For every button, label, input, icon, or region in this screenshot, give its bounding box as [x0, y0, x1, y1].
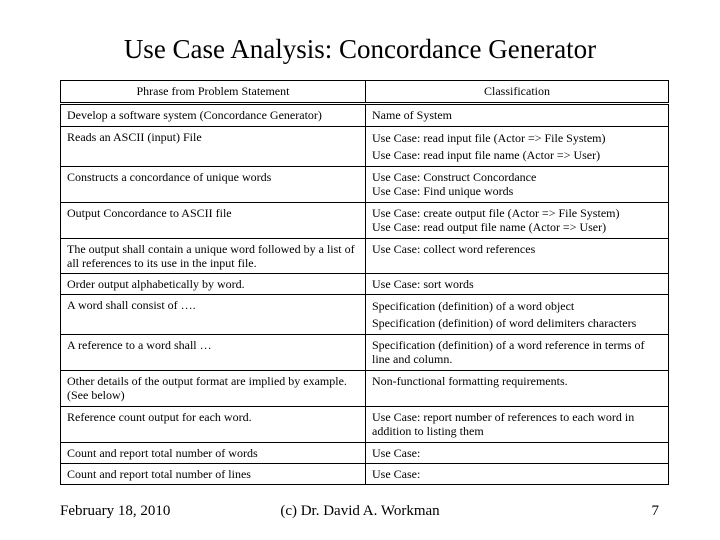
classification-line: Use Case:: [372, 467, 421, 481]
use-case-table: [60, 80, 669, 485]
table-row: [61, 335, 669, 371]
phrase-cell: The output shall contain a unique word followed by a list of all references to its use in the input file.: [61, 239, 366, 274]
phrase-cell: Constructs a concordance of unique words: [61, 167, 366, 203]
phrase-cell: Other details of the output format are implied by example. (See below): [61, 371, 366, 407]
classification-cell: [366, 371, 669, 407]
column-header-classification: Classification: [366, 81, 669, 104]
slide-title: Use Case Analysis: Concordance Generator: [123, 34, 597, 64]
table-row: [61, 104, 669, 127]
table-row: [61, 371, 669, 407]
classification-cell: [366, 295, 669, 335]
classification-line: Specification (definition) of a word object: [372, 299, 575, 313]
classification-line: Use Case: read input file name (Actor => User): [372, 148, 601, 162]
footer-author: (c) Dr. David A. Workman: [280, 503, 440, 519]
classification-line: Non-functional formatting requirements.: [372, 374, 568, 388]
classification-line: Use Case: report number of references to each word in addition to listing them: [372, 410, 635, 438]
classification-line: Use Case: create output file (Actor => File System): [372, 206, 620, 220]
classification-cell: [366, 407, 669, 443]
classification-line: Specification (definition) of word delimiters characters: [372, 316, 637, 330]
table-row: [61, 274, 669, 295]
table-row: [61, 464, 669, 485]
column-header-phrase: Phrase from Problem Statement: [61, 81, 366, 104]
table-row: [61, 239, 669, 274]
classification-cell: [366, 443, 669, 464]
classification-cell: [366, 104, 669, 127]
table-row: [61, 443, 669, 464]
phrase-cell: Develop a software system (Concordance Generator): [61, 104, 366, 127]
table-row: [61, 295, 669, 335]
classification-cell: [366, 167, 669, 203]
classification-line: Use Case: sort words: [372, 277, 474, 291]
table-row: [61, 407, 669, 443]
footer-date: February 18, 2010: [60, 503, 171, 519]
phrase-cell: Reads an ASCII (input) File: [61, 127, 366, 167]
classification-line: Name of System: [372, 108, 452, 122]
classification-line: Use Case: Construct Concordance: [372, 170, 537, 184]
classification-cell: [366, 274, 669, 295]
classification-line: Specification (definition) of a word reference in terms of line and column.: [372, 338, 645, 366]
classification-cell: [366, 203, 669, 239]
phrase-cell: Reference count output for each word.: [61, 407, 366, 443]
classification-cell: [366, 127, 669, 167]
table-row: [61, 167, 669, 203]
classification-line: Use Case: collect word references: [372, 242, 536, 256]
phrase-cell: Output Concordance to ASCII file: [61, 203, 366, 239]
table-row: [61, 203, 669, 239]
phrase-cell: Count and report total number of words: [61, 443, 366, 464]
classification-line: Use Case: read input file (Actor => File System): [372, 131, 606, 145]
classification-line: Use Case: Find unique words: [372, 184, 514, 198]
table-header-row: [61, 81, 669, 104]
phrase-cell: Count and report total number of lines: [61, 464, 366, 485]
classification-cell: [366, 464, 669, 485]
table-row: [61, 127, 669, 167]
classification-cell: [366, 239, 669, 274]
classification-line: Use Case: read output file name (Actor => User): [372, 220, 607, 234]
phrase-cell: A reference to a word shall …: [61, 335, 366, 371]
phrase-cell: A word shall consist of ….: [61, 295, 366, 335]
classification-line: Use Case:: [372, 446, 421, 460]
classification-cell: [366, 335, 669, 371]
phrase-cell: Order output alphabetically by word.: [61, 274, 366, 295]
footer-page-number: 7: [651, 503, 659, 519]
